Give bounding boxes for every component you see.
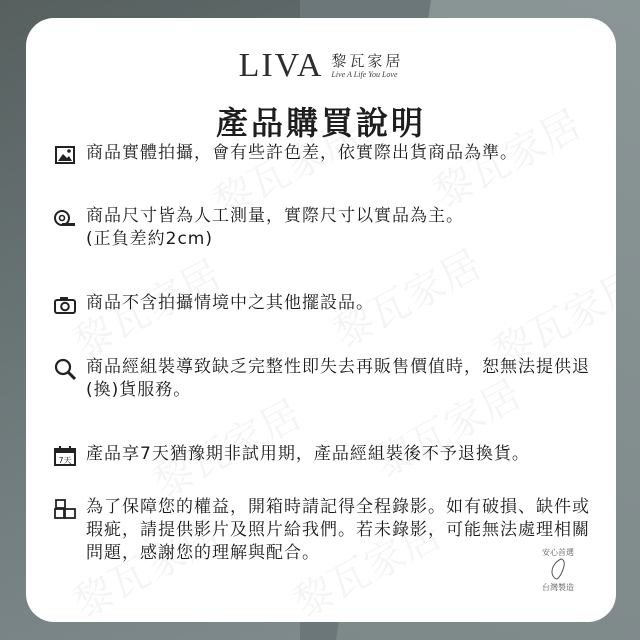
made-in-taiwan-stamp [532, 548, 584, 594]
stamp-line-1: 安心首選 [542, 548, 574, 557]
tape-measure-icon [54, 207, 76, 229]
notice-item [54, 142, 594, 166]
taiwan-map-icon [543, 558, 573, 580]
notice-text [86, 205, 464, 251]
notice-item [54, 496, 594, 565]
calendar-7-icon [54, 445, 76, 467]
notice-text: 產品享7天猶豫期非試用期，產品經組裝後不予退換貨。 [86, 444, 530, 464]
stamp-line-2: 台灣製造 [542, 583, 574, 592]
svg-text:7天: 7天 [58, 456, 72, 465]
page-title: 產品購買說明 [215, 104, 426, 142]
brand-logo [26, 44, 616, 88]
image-icon [54, 144, 76, 166]
notice-text: 商品經組裝導致缺乏完整性即失去再販售價值時，恕無法提供退(換)貨服務。 [86, 357, 590, 400]
notice-text: 商品不含拍攝情境中之其他擺設品。 [86, 293, 374, 313]
notice-item [54, 443, 594, 467]
notice-main-text: 商品尺寸皆為人工測量，實際尺寸以實品為主。 [86, 206, 464, 226]
logo-text [331, 52, 403, 80]
notice-text: 商品實體拍攝，會有些許色差，依實際出貨商品為準。 [86, 143, 518, 163]
camera-icon [54, 294, 76, 316]
notice-card [26, 18, 616, 622]
notice-item [54, 292, 594, 316]
notice-item [54, 205, 594, 251]
logo-slogan: Live A Life You Love [331, 70, 398, 79]
boxes-icon [54, 498, 76, 520]
notice-item [54, 356, 594, 402]
notice-sub-text: (正負差約2cm) [86, 229, 213, 249]
logo-mark: LIVA [238, 47, 324, 84]
magnifier-icon [54, 358, 76, 380]
logo-name: 黎瓦家居 [331, 52, 404, 70]
notice-text: 為了保障您的權益，開箱時請記得全程錄影。如有破損、缺件或瑕疵，請提供影片及照片給我們。若未錄影，可能無法處理相關問題，感謝您的理解與配合。 [86, 497, 590, 563]
